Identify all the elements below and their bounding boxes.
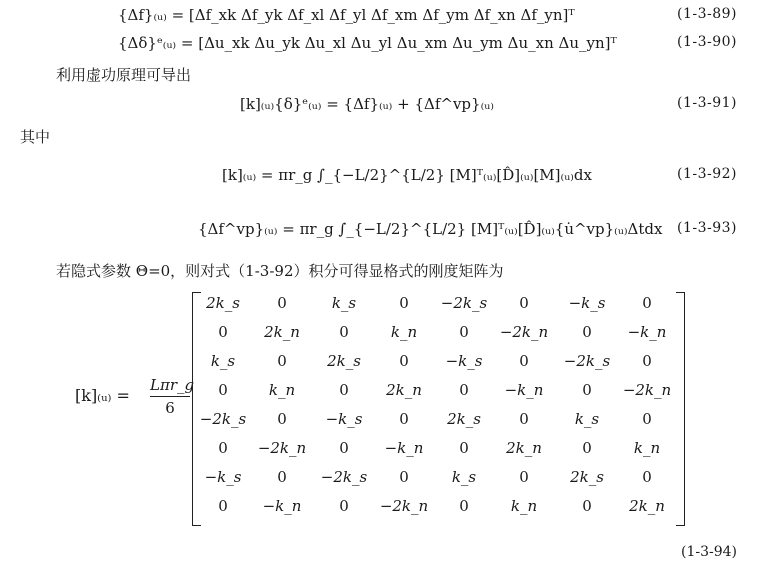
coefficient-numerator: Lπr_g [150,376,195,394]
matrix-cell: −2k_s [440,294,488,312]
matrix-cell: 0 [277,468,287,486]
matrix-cell: k_s [574,410,600,428]
coefficient-denominator: 6 [165,399,175,417]
matrix-cell: 0 [642,352,652,370]
matrix-cell: −2k_n [499,323,549,341]
matrix-cell: 0 [218,439,228,457]
equation-text: {Δf^vp}₍ᵤ₎ = πr_g ∫_{−L/2}^{L/2} [M]ᵀ₍ᵤ₎[D̂]₍ᵤ₎{u̇^vp}₍ᵤ₎Δtdx [198,220,663,238]
matrix-cell: 0 [642,294,652,312]
matrix-cell: −k_s [445,352,483,370]
matrix-cell: 0 [277,352,287,370]
matrix-cell: k_s [331,294,357,312]
equation-text: [k]₍ᵤ₎ = πr_g ∫_{−L/2}^{L/2} [M]ᵀ₍ᵤ₎[D̂]₍ᵤ₎[M]₍ᵤ₎dx [222,166,592,184]
matrix-cell: 0 [519,410,529,428]
matrix-cell: 0 [459,323,469,341]
matrix-cell: 0 [459,439,469,457]
matrix-cell: 2k_s [447,410,481,428]
matrix-cell: −2k_s [199,410,247,428]
matrix-cell: 2k_s [570,468,604,486]
matrix-cell: −k_s [204,468,242,486]
matrix-cell: k_s [451,468,477,486]
matrix-cell: −k_s [325,410,363,428]
matrix-cell: 2k_n [264,323,300,341]
matrix-cell: 0 [218,381,228,399]
matrix-cell: 0 [339,497,349,515]
equation-number: (1-3-92) [676,166,737,182]
matrix-cell: 0 [399,468,409,486]
equation-number: (1-3-90) [676,34,737,50]
paragraph-where [0,126,779,148]
matrix-cell: 0 [519,352,529,370]
matrix-cell: 2k_s [206,294,240,312]
matrix-cell: −k_s [568,294,606,312]
equation-1-3-92 [0,166,779,188]
matrix-cell: −k_n [384,439,424,457]
matrix-cell: k_n [510,497,538,515]
matrix-cell: 0 [339,439,349,457]
matrix-cell: 2k_n [506,439,542,457]
fraction-bar [150,396,190,397]
matrix-cell: 2k_n [386,381,422,399]
matrix-cell: 0 [218,497,228,515]
paragraph-implicit [0,260,779,282]
equation-number: (1-3-89) [676,6,737,22]
matrix-cell: 0 [642,468,652,486]
equation-1-3-91 [0,95,779,117]
stiffness-matrix-equation [0,288,779,536]
matrix-coefficient [150,376,195,417]
matrix-cell: −k_n [504,381,544,399]
matrix-cell: −k_n [627,323,667,341]
equation-number: (1-3-91) [676,95,737,111]
matrix-cell: 0 [277,294,287,312]
paragraph-text: 若隐式参数 Θ=0，则对式（1-3-92）积分可得显格式的刚度矩阵为 [56,262,504,280]
paragraph-text: 利用虚功原理可导出 [56,66,192,84]
matrix-cell: 0 [582,381,592,399]
matrix-cell: 0 [399,294,409,312]
matrix-cell: 0 [459,381,469,399]
matrix-cell: k_s [210,352,236,370]
right-bracket [676,292,685,526]
matrix-cell: −2k_n [622,381,672,399]
equation-1-3-93 [0,220,779,242]
matrix-cell: −2k_s [320,468,368,486]
matrix-cell: 0 [277,410,287,428]
matrix-cell: k_n [390,323,418,341]
matrix-cell: 0 [339,381,349,399]
matrix-cell: 0 [582,497,592,515]
equation-1-3-90 [0,34,779,56]
matrix-cell: 0 [339,323,349,341]
matrix-cell: k_n [633,439,661,457]
paragraph-text: 其中 [20,128,51,146]
matrix-cell: 0 [642,410,652,428]
matrix-cell: 0 [399,410,409,428]
matrix-cell: −2k_n [257,439,307,457]
matrix-cell: k_n [268,381,296,399]
matrix-cell: −2k_n [379,497,429,515]
paragraph-virtual-work [0,64,779,86]
equation-text: [k]₍ᵤ₎{δ}ᵉ₍ᵤ₎ = {Δf}₍ᵤ₎ + {Δf^vp}₍ᵤ₎ [240,95,494,113]
equation-number: (1-3-93) [676,220,737,236]
equation-number-1-3-94: (1-3-94) [680,544,737,560]
matrix-cell: 0 [519,468,529,486]
equation-text: {Δf}₍ᵤ₎ = [Δf_xk Δf_yk Δf_xl Δf_yl Δf_xm Δf_ym Δf_xn Δf_yn]ᵀ [118,6,575,24]
matrix-cell: 0 [399,352,409,370]
matrix-cell: −2k_s [563,352,611,370]
matrix-cell: 0 [519,294,529,312]
matrix-cell: 0 [459,497,469,515]
matrix-lhs: [k]₍ᵤ₎ = [75,386,130,405]
matrix-cell: 0 [582,323,592,341]
matrix-cell: 0 [218,323,228,341]
equation-text: {Δδ}ᵉ₍ᵤ₎ = [Δu_xk Δu_yk Δu_xl Δu_yl Δu_xm Δu_ym Δu_xn Δu_yn]ᵀ [118,34,617,52]
matrix-cell: −k_n [262,497,302,515]
matrix-cell: 2k_n [629,497,665,515]
matrix-cell: 0 [582,439,592,457]
equation-1-3-89 [0,6,779,28]
matrix-cell: 2k_s [327,352,361,370]
